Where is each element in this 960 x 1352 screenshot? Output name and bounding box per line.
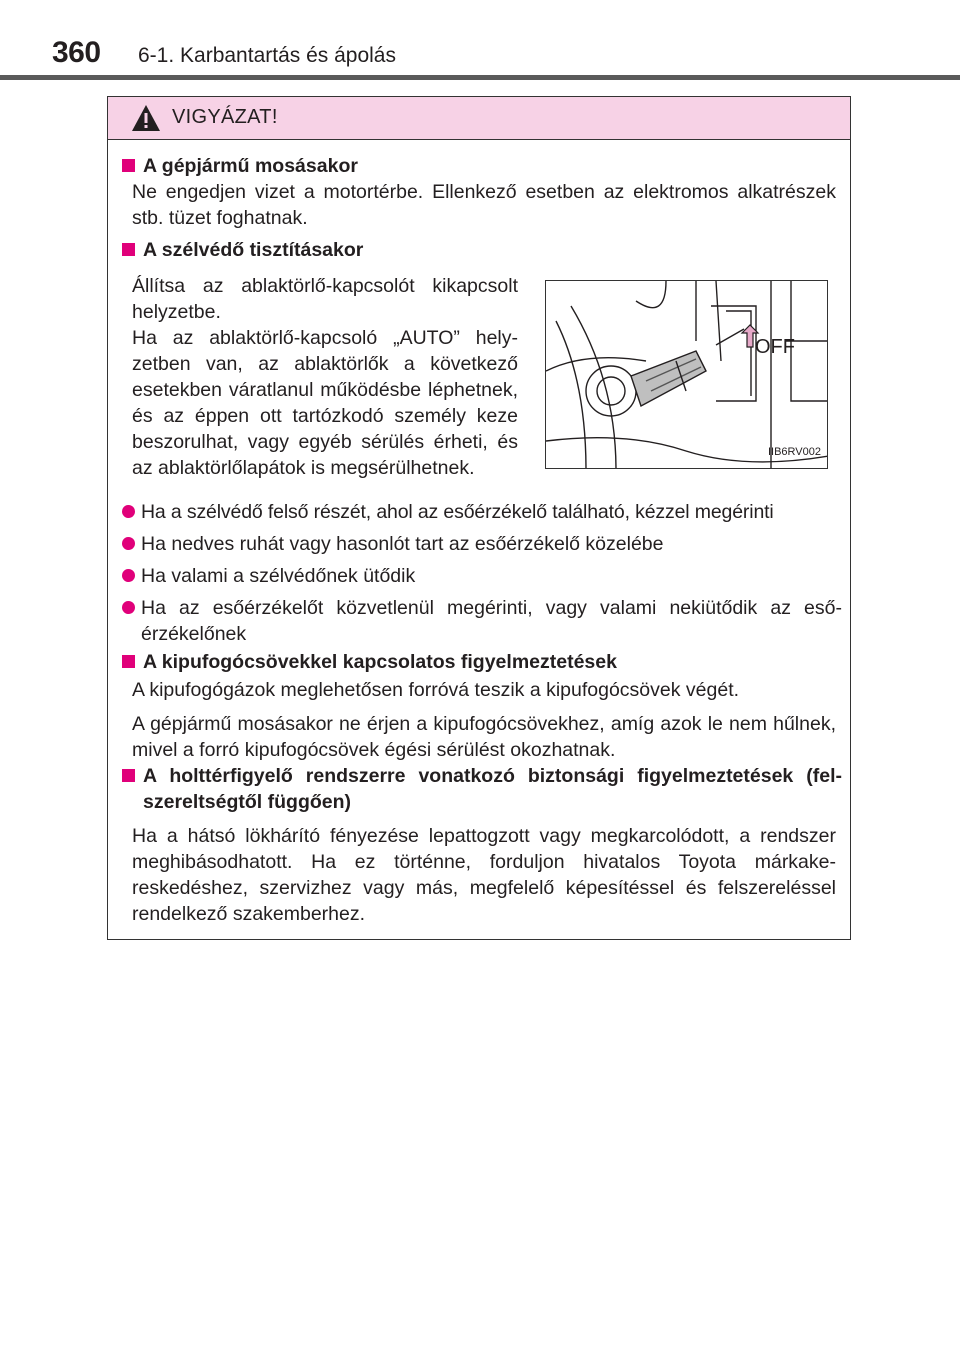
header-rule — [0, 75, 960, 80]
section-text: Ha a hátsó lökhárító fényezése lepattogzott vagy megkarcolódott, a rendszer meghibásodhatott. Ha ez történne, forduljon hivatalos Toyota márkakereskedéshez, szervizhez vagy más, megfelelő képesítéssel és felszereléssel rendelkező szakemberhez. — [132, 825, 836, 925]
section-heading-text: A kipufogócsövekkel kapcsolatos figyelmeztetések — [143, 651, 617, 673]
square-bullet-icon — [122, 655, 135, 668]
section-heading-text: A gépjármű mosásakor — [143, 155, 358, 177]
section-heading — [122, 237, 842, 263]
list-item — [122, 563, 842, 589]
list-item — [122, 499, 842, 525]
round-bullet-icon — [122, 537, 135, 550]
caution-title: VIGYÁZAT! — [172, 106, 278, 128]
round-bullet-icon — [122, 569, 135, 582]
list-item-text: Ha a szélvédő felső részét, ahol az esőérzékelő található, kézzel megérinti — [141, 501, 774, 523]
section-text: Állítsa az ablaktörlő-kapcsolót kikapcsolt helyzetbe. Ha az ablaktörlő-kapcsoló „AUTO” helyzetben van, az ablaktörlők a következő esetekben váratlanul működésbe léphetnek, és az éppen ott tartózkodó személy keze beszorulhat, vagy egyéb sérülés érheti, és az ablaktörlőlapátok is megsérülhetnek. — [132, 275, 518, 479]
figure-off-label: OFF — [755, 336, 795, 358]
list-item — [122, 595, 842, 647]
page-number: 360 — [52, 36, 101, 69]
list-item-text: Ha valami a szélvédőnek ütődik — [141, 565, 416, 587]
caution-box — [107, 96, 851, 940]
section-text: A gépjármű mosásakor ne érjen a kipufogócsövekhez, amíg azok le nem hűlnek, mivel a forró kipufogócsövek égési sérülést okozhatnak. — [132, 713, 836, 761]
section-heading — [122, 763, 842, 815]
figure-code: IIB6RV002 — [767, 446, 821, 458]
round-bullet-icon — [122, 505, 135, 518]
section-heading-text: A szélvédő tisztításakor — [143, 239, 364, 261]
section-heading — [122, 649, 842, 675]
caution-header — [108, 97, 850, 140]
round-bullet-icon — [122, 601, 135, 614]
wiper-switch-figure — [545, 280, 828, 469]
square-bullet-icon — [122, 159, 135, 172]
list-item — [122, 531, 842, 557]
square-bullet-icon — [122, 243, 135, 256]
section-heading-text: A holttérfigyelő rendszerre vonatkozó biztonsági figyelmeztetések (felszereltségtől függően) — [143, 765, 842, 813]
square-bullet-icon — [122, 769, 135, 782]
list-item-text: Ha az esőérzékelőt közvetlenül megérinti, vagy valami nekiütődik az esőérzékelőnek — [141, 597, 842, 645]
section-text: A kipufogógázok meglehetősen forróvá teszik a kipufogócsövek végét. — [132, 679, 740, 701]
list-item-text: Ha nedves ruhát vagy hasonlót tart az esőérzékelő közelébe — [141, 533, 664, 555]
section-title: 6-1. Karbantartás és ápolás — [138, 44, 396, 67]
section-text: Ne engedjen vizet a motortérbe. Ellenkező esetben az elektromos alkatrészek stb. tüzet foghatnak. — [132, 181, 836, 229]
section-heading — [122, 153, 842, 179]
page-header — [0, 0, 960, 80]
warning-triangle-icon — [130, 103, 162, 133]
